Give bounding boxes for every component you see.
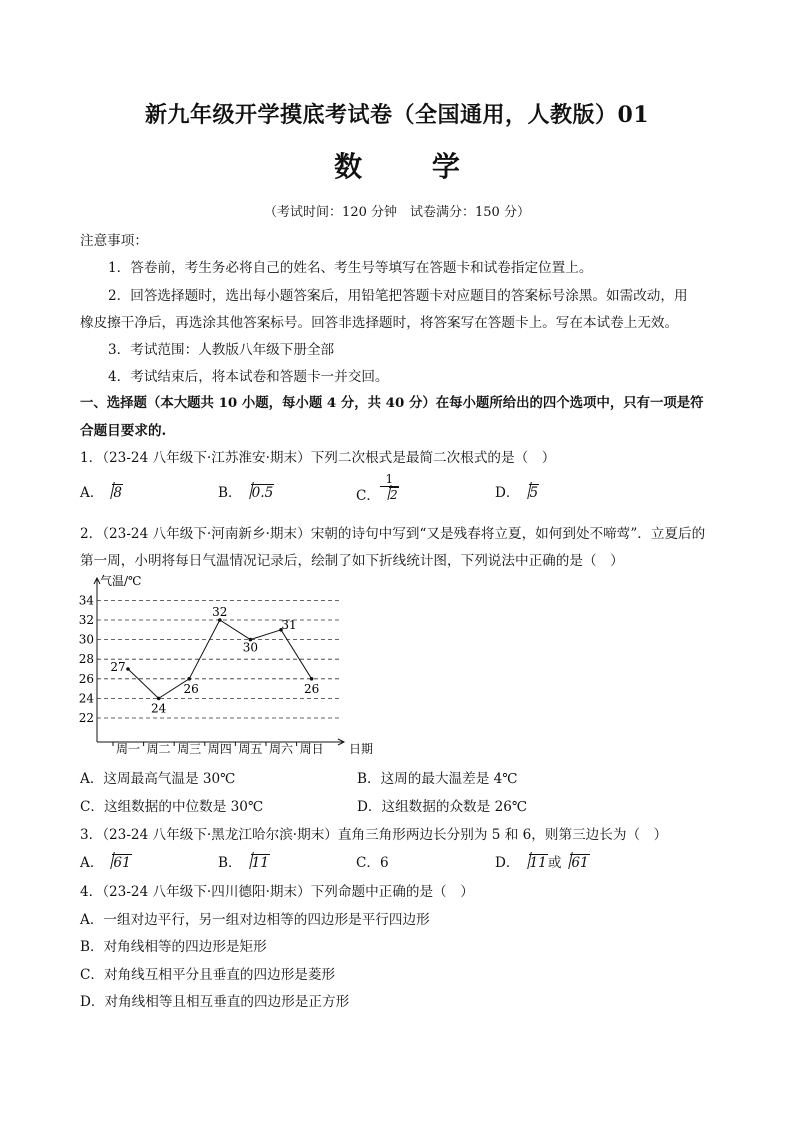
- data-point: [187, 677, 191, 681]
- sqrt-symbol: 5: [520, 484, 540, 501]
- data-label: 31: [281, 617, 297, 632]
- x-tick-label: 周四: [207, 742, 232, 756]
- data-label: 24: [150, 701, 167, 716]
- q3-stem: 3．（23-24 八年级下·黑龙江哈尔滨·期末）直角三角形两边长分别为 5 和 6，则第三边长为（ ）: [80, 827, 668, 843]
- notes-heading: 注意事项：: [80, 233, 148, 249]
- q1-option-d: D． 5: [495, 485, 539, 501]
- x-tick-label: 周一: [115, 742, 141, 756]
- x-tick-label: 周日: [299, 742, 324, 756]
- q2-option-a: A．这周最高气温是 30℃: [80, 771, 236, 787]
- temperature-line-chart: [72, 570, 392, 760]
- q2-options-row2: [80, 795, 720, 819]
- q1-options: [80, 472, 720, 505]
- q3-options: [80, 851, 720, 875]
- chart-axes: [94, 578, 344, 745]
- sqrt-symbol: 0.5: [242, 484, 275, 501]
- y-tick-label: 32: [78, 613, 94, 627]
- data-point: [157, 697, 161, 701]
- q1-option-b: B． 0.5: [218, 485, 274, 501]
- subject-title: 数 学: [334, 150, 460, 183]
- q3-option-d: D． 11或 61: [495, 855, 589, 871]
- q2-stem-cont: 第一周，小明将每日气温情况记录后，绘制了如下折线统计图，下列说法中正确的是（ ）: [80, 553, 624, 569]
- data-label: 32: [212, 605, 228, 619]
- y-tick-label: 26: [78, 671, 94, 686]
- data-point: [310, 677, 314, 681]
- y-tick-labels: [79, 593, 95, 725]
- q3-option-a: A． 61: [80, 855, 131, 871]
- note-item: 4．考试结束后，将本试卷和答题卡一并交回。: [108, 369, 389, 385]
- data-label: 30: [242, 640, 259, 655]
- x-tick-label: 周二: [146, 742, 171, 756]
- note-item: 3．考试范围：人教版八年级下册全部: [108, 342, 335, 358]
- data-labels: [110, 605, 319, 715]
- note-item: 1．答卷前，考生务必将自己的姓名、考生号等填写在答题卡和试卷指定位置上。: [108, 260, 593, 276]
- q4-option-a: A．一组对边平行，另一组对边相等的四边形是平行四边形: [80, 912, 430, 928]
- exam-title: 新九年级开学摸底考试卷（全国通用，人教版）01: [144, 102, 650, 128]
- q2-stem: 2．（23-24 八年级下·河南新乡·期末）宋朝的诗句中写到“又是残春将立夏，如何到处不啼莺”．立夏后的: [80, 526, 706, 542]
- q2-option-c: C．这组数据的中位数是 30℃: [80, 799, 264, 815]
- q4-option-b: B．对角线相等的四边形是矩形: [80, 939, 267, 955]
- q1-option-a: A． 8: [80, 485, 123, 501]
- note-item: 橡皮擦干净后，再选涂其他答案标号。回答非选择题时，将答案写在答题卡上。写在本试卷上无效。: [80, 315, 679, 331]
- x-tick-label: 周六: [268, 742, 294, 756]
- x-axis-label: 日期: [349, 742, 374, 756]
- x-tick-labels: [113, 742, 324, 756]
- data-label: 27: [110, 660, 126, 674]
- sqrt-symbol: 8: [103, 484, 123, 501]
- section-heading-cont: 合题目要求的.: [80, 423, 167, 439]
- q1-option-c: C． $\frac{1}{2}$: [356, 472, 398, 504]
- q2-option-d: D．这组数据的众数是 26℃: [357, 799, 528, 815]
- data-label: 26: [303, 681, 320, 696]
- section-heading: 一、选择题（本大题共 10 小题，每小题 4 分，共 40 分）在每小题所给出的四个选项中，只有一项是符: [80, 395, 704, 411]
- x-tick-label: 周三: [177, 742, 202, 756]
- y-tick-label: 30: [78, 632, 94, 647]
- data-label: 26: [183, 681, 199, 696]
- note-item: 2．回答选择题时，选出每小题答案后，用铅笔把答题卡对应题目的答案标号涂黑。如需改动，用: [108, 288, 688, 304]
- y-axis-label: 气温/℃: [100, 574, 142, 588]
- y-tick-label: 24: [78, 691, 94, 706]
- exam-meta: （考试时间：120 分钟 试卷满分：150 分）: [264, 205, 530, 220]
- data-point: [126, 667, 130, 671]
- y-tick-label: 28: [78, 652, 94, 667]
- q3-option-b: B． 11: [218, 855, 269, 871]
- q2-option-b: B．这周的最大温差是 4℃: [357, 771, 518, 787]
- y-tick-label: 22: [78, 711, 94, 725]
- x-tick-label: 周五: [238, 742, 263, 756]
- q1-stem: 1．（23-24 八年级下·江苏淮安·期末）下列二次根式是最简二次根式的是（ ）: [80, 450, 556, 466]
- q4-stem: 4．（23-24 八年级下·四川德阳·期末）下列命题中正确的是（ ）: [80, 884, 474, 900]
- y-tick-label: 34: [78, 593, 94, 608]
- q3-option-c: C．6: [356, 855, 389, 871]
- q4-option-c: C．对角线互相平分且垂直的四边形是菱形: [80, 967, 336, 983]
- q2-options-row1: [80, 767, 720, 791]
- q4-option-d: D．对角线相等且相互垂直的四边形是正方形: [80, 994, 350, 1010]
